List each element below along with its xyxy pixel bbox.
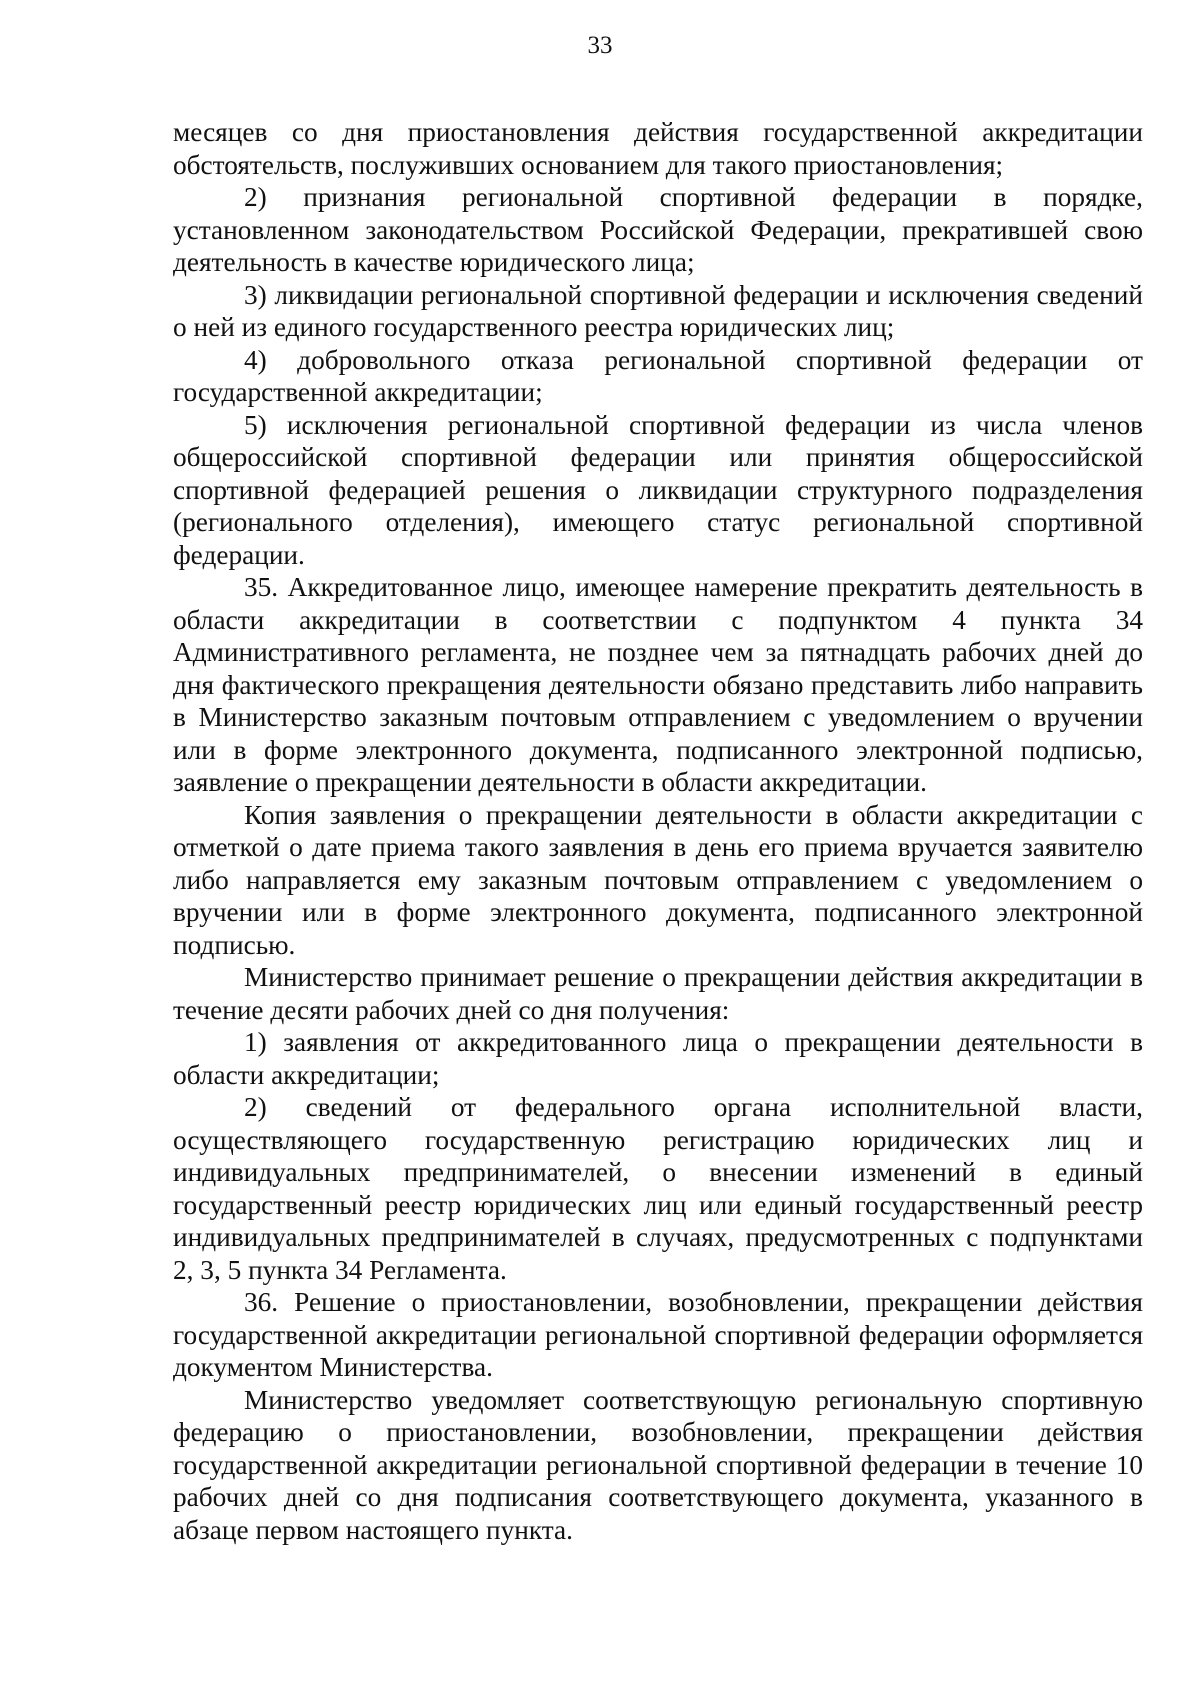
paragraph-continuation: месяцев со дня приостановления действия государственной аккредитации обстоятельств, послуживших основанием для такого приостановления;: [173, 117, 1143, 180]
paragraph-ministry-notification: Министерство уведомляет соответствующую региональную спортивную федерацию о приостановлении, возобновлении, прекращении действия государственной аккредитации региональной спортивной федерации в течение 10 рабочих дней со дня подписания соответствующего документа, указанного в абзаце первом настоящего пункта.: [173, 1384, 1143, 1545]
document-body: [173, 116, 1143, 1546]
paragraph-item-3: 3) ликвидации региональной спортивной федерации и исключения сведений о ней из единого государственного реестра юридических лиц;: [173, 279, 1143, 342]
paragraph-clause-36: 36. Решение о приостановлении, возобновлении, прекращении действия государственной аккредитации региональной спортивной федерации оформляется документом Министерства.: [173, 1287, 1143, 1382]
paragraph-clause-35: 35. Аккредитованное лицо, имеющее намерение прекратить деятельность в области аккредитации в соответствии с подпунктом 4 пункта 34 Административного регламента, не позднее чем за пятнадцать рабочих дней до дня фактического прекращения деятельности обязано представить либо направить в Министерство заказным почтовым отправлением с уведомлением о вручении или в форме электронного документа, подписанного электронной подписью, заявление о прекращении деятельности в области аккредитации.: [173, 572, 1143, 797]
page-number: 33: [587, 32, 613, 59]
paragraph-ministry-decision: Министерство принимает решение о прекращении действия аккредитации в течение десяти рабочих дней со дня получения:: [173, 962, 1143, 1025]
paragraph-decision-item-2: 2) сведений от федерального органа исполнительной власти, осуществляющего государственную регистрацию юридических лиц и индивидуальных предпринимателей, о внесении изменений в единый государственный реестр юридических лиц или единый государственный реестр индивидуальных предпринимателей в случаях, предусмотренных с подпунктами 2, 3, 5 пункта 34 Регламента.: [173, 1092, 1143, 1285]
paragraph-item-5: 5) исключения региональной спортивной федерации из числа членов общероссийской спортивной федерации или принятия общероссийской спортивной федерацией решения о ликвидации структурного подразделения (регионального отделения), имеющего статус региональной спортивной федерации.: [173, 409, 1143, 570]
paragraph-decision-item-1: 1) заявления от аккредитованного лица о прекращении деятельности в области аккредитации;: [173, 1027, 1143, 1090]
paragraph-item-4: 4) добровольного отказа региональной спортивной федерации от государственной аккредитации;: [173, 344, 1143, 407]
paragraph-item-2: 2) признания региональной спортивной федерации в порядке, установленном законодательством Российской Федерации, прекратившей свою деятельность в качестве юридического лица;: [173, 182, 1143, 277]
paragraph-copy-of-application: Копия заявления о прекращении деятельности в области аккредитации с отметкой о дате приема такого заявления в день его приема вручается заявителю либо направляется ему заказным почтовым отправлением с уведомлением о вручении или в форме электронного документа, подписанного электронной подписью.: [173, 799, 1143, 960]
